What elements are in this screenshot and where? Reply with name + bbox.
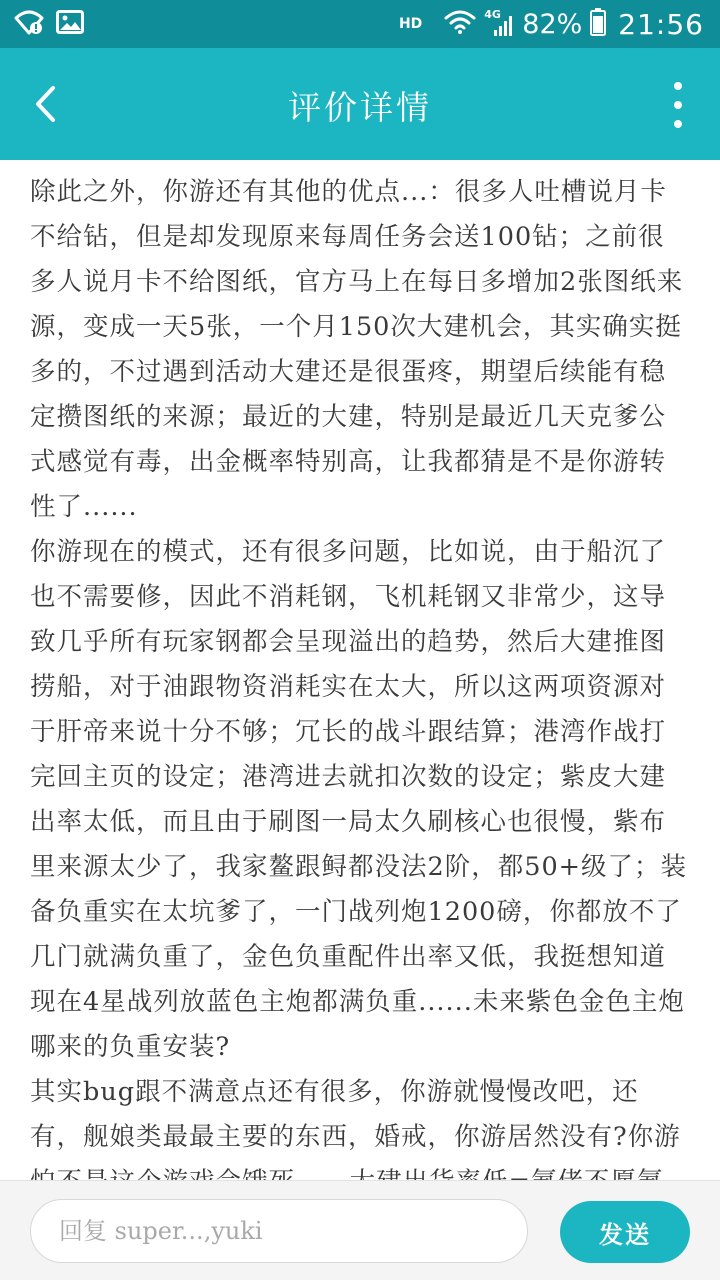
battery-icon: [590, 8, 606, 40]
review-paragraph: 除此之外，你游还有其他的优点...：很多人吐槽说月卡不给钻，但是却发现原来每周任务会送100钻；之前很多人说月卡不给图纸，官方马上在每日多增加2张图纸来源，变成一天5张，一个月150次大建机会，其实确实挺多的，不过遇到活动大建还是很蛋疼，期望后续能有稳定攒图纸的来源；最近的大建，特别是最近几天克爹公式感觉有毒，出金概率特别高，让我都猜是不是你游转性了......: [30, 177, 684, 522]
review-scroll-area[interactable]: [0, 160, 720, 1180]
reply-input[interactable]: [30, 1199, 528, 1263]
signal-type-label: 4G: [484, 8, 501, 21]
battery-percent: 82%: [522, 8, 583, 40]
more-vertical-icon-dot: [674, 120, 682, 128]
wifi-icon: [444, 10, 476, 38]
cell-signal-icon: [484, 10, 514, 38]
image-icon: [56, 10, 84, 38]
status-left-icons: [14, 10, 84, 38]
more-vertical-icon-dot: [674, 101, 682, 109]
clock: 21:56: [618, 7, 704, 41]
review-paragraph: 你游现在的模式，还有很多问题，比如说，由于船沉了也不需要修，因此不消耗钢，飞机耗钢又非常少，这导致几乎所有玩家钢都会呈现溢出的趋势，然后大建推图捞船，对于油跟物资消耗实在太大，所以这两项资源对于肝帝来说十分不够；冗长的战斗跟结算；港湾作战打完回主页的设定；港湾进去就扣次数的设定；紫皮大建出率太低，而且由于刷图一局太久刷核心也很慢，紫布里来源太少了，我家鳌跟鲟都没法2阶，都50+级了；装备负重实在太坑爹了，一门战列炮1200磅，你都放不了几门就满负重了，金色负重配件出率又低，我挺想知道现在4星战列放蓝色主炮都满负重......未来紫色金色主炮哪来的负重安装?: [30, 537, 688, 1062]
more-vertical-icon-dot: [674, 82, 682, 90]
page-title: 评价详情: [288, 88, 432, 127]
hd-label: HD: [398, 16, 423, 32]
app-bar: [0, 48, 720, 160]
review-body: [0, 160, 720, 1205]
more-options-button[interactable]: [666, 82, 690, 128]
status-bar: [0, 0, 720, 48]
wifi-alert-icon: [14, 9, 44, 39]
reply-bar: [0, 1180, 720, 1280]
status-right-icons: [399, 6, 704, 42]
review-paragraph: 其实bug跟不满意点还有很多，你游就慢慢改吧，还有，舰娘类最最主要的东西，婚戒，你游居然没有?你游: [30, 1077, 681, 1152]
send-button[interactable]: 发送: [560, 1201, 690, 1263]
